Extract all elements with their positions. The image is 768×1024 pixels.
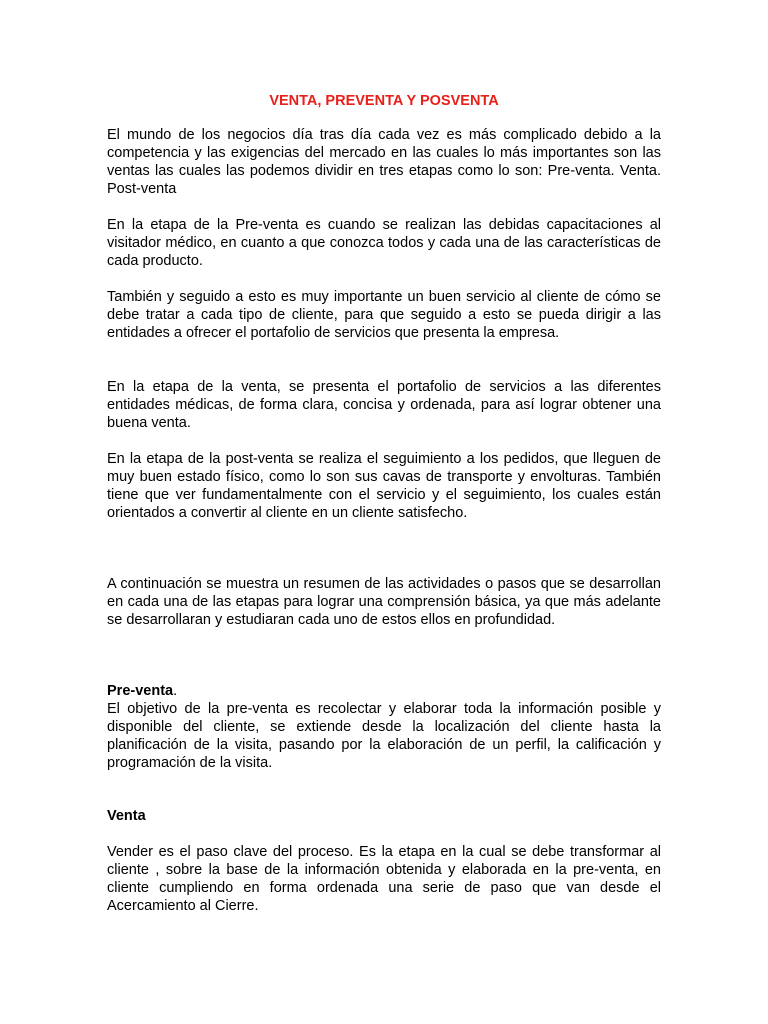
paragraph-intro: El mundo de los negocios día tras día cada vez es más complicado debido a la competencia y las exigencias del mercado en las cuales lo más importantes son las ventas las cuales las podemos dividir en tres etapas como lo son: Pre-venta. Venta. Post-venta [107, 127, 661, 197]
paragraph-venta-detail: Vender es el paso clave del proceso. Es la etapa en la cual se debe transformar al cliente , sobre la base de la información obtenida y elaborada en la pre-venta, en cliente cumpliendo en forma ordenada una serie de paso que van desde el Acercamiento al Cierre. [107, 844, 661, 914]
paragraph-summary: A continuación se muestra un resumen de las actividades o pasos que se desarrollan en cada una de las etapas para lograr una comprensión básica, ya que más adelante se desarrollaran y estudiaran cada uno de estos ellos en profundidad. [107, 576, 661, 628]
paragraph-venta-stage: En la etapa de la venta, se presenta el portafolio de servicios a las diferentes entidades médicas, de forma clara, concisa y ordenada, para así lograr obtener una buena venta. [107, 379, 661, 431]
paragraph-postventa-stage: En la etapa de la post-venta se realiza el seguimiento a los pedidos, que lleguen de muy buen estado físico, como lo son sus cavas de transporte y envolturas. También tiene que ver fundamentalmente con el servicio y el seguimiento, los cuales están orientados a convertir al cliente en un cliente satisfecho. [107, 451, 661, 521]
document-title: VENTA, PREVENTA Y POSVENTA [269, 93, 499, 109]
paragraph-preventa-stage: En la etapa de la Pre-venta es cuando se realizan las debidas capacitaciones al visitador médico, en cuanto a que conozca todos y cada una de las características de cada producto. [107, 217, 661, 269]
document-page [107, 0, 661, 1024]
preventa-heading-text: Pre-venta [107, 683, 174, 699]
paragraph-customer-service: También y seguido a esto es muy importante un buen servicio al cliente de cómo se debe tratar a cada tipo de cliente, para que seguido a esto se pueda dirigir a las entidades a ofrecer el portafolio de servicios que presenta la empresa. [107, 289, 661, 341]
section-heading-preventa [107, 682, 177, 700]
paragraph-preventa-detail: El objetivo de la pre-venta es recolectar y elaborar toda la información posible y disponible del cliente, se extiende desde la localización del cliente hasta la planificación de la visita, pasando por la elaboración de un perfil, la calificación y programación de la visita. [107, 701, 661, 771]
section-heading-venta: Venta [107, 808, 146, 824]
preventa-heading-suffix: . [173, 683, 178, 699]
